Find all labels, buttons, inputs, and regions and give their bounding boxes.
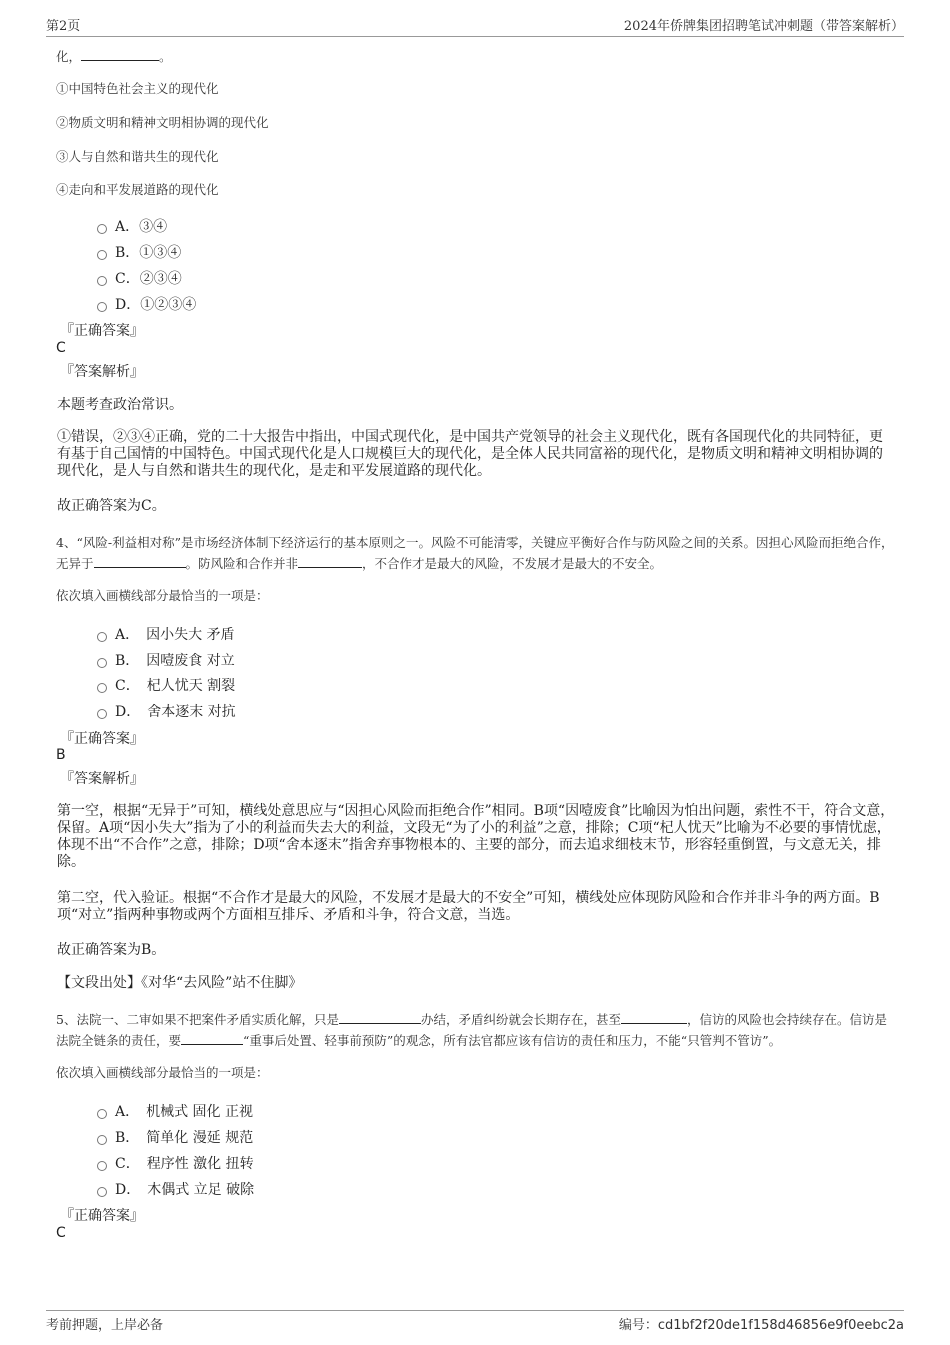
radio-icon[interactable]: [97, 1135, 107, 1145]
q4-analysis-label: 『答案解析』: [60, 771, 144, 787]
q3-analysis-paragraph: 本题考查政治常识。: [57, 397, 183, 413]
q3-option-d[interactable]: D．①②③④: [97, 294, 196, 314]
radio-icon[interactable]: [97, 658, 107, 668]
fill-blank: [181, 1032, 243, 1045]
q4-option-a[interactable]: A． 因小失大 矛盾: [97, 624, 235, 644]
q5-option-a[interactable]: A． 机械式 固化 正视: [97, 1101, 253, 1121]
radio-icon[interactable]: [97, 224, 107, 234]
q3-analysis-paragraph: ①错误，②③④正确，党的二十大报告中指出，中国式现代化，是中国共产党领导的社会主义现代化，既有各国现代化的共同特征，更有基于自己国情的中国特色。中国式现代化是人口规模巨大的现代化，是全体人民共同富裕的现代化，是物质文明和精神文明相协调的现代化，是人与自然和谐共生的现代化，是走和平发展道路的现代化。: [57, 429, 883, 479]
q4-stem: 4、“风险-利益相对称”是市场经济体制下经济运行的基本原则之一。风险不可能清零，关键应平衡好合作与防风险之间的关系。因担心风险而拒绝合作，无异于 。防风险和合作并非 ，不合作才是最大的风险，不发展才是最大的不安全。: [56, 535, 894, 571]
radio-icon[interactable]: [97, 1109, 107, 1119]
q4-answer: B: [56, 747, 66, 763]
radio-icon[interactable]: [97, 632, 107, 642]
radio-icon[interactable]: [97, 250, 107, 260]
q4-analysis-paragraph: 故正确答案为B。: [57, 942, 166, 958]
fill-blank: [298, 555, 362, 568]
q3-option-b[interactable]: B．①③④: [97, 242, 181, 262]
document-code: 编号：cd1bf2f20de1f158d46856e9f0eebc2a: [618, 1318, 904, 1333]
q3-answer-label: 『正确答案』: [60, 323, 144, 339]
q4-analysis-paragraph: 第二空，代入验证。根据“不合作才是最大的风险，不发展才是最大的不安全”可知，横线处应体现防风险和合作并非斗争的两方面。B项“对立”指两种事物或两个方面相互排斥、矛盾和斗争，符合文意，当选。: [57, 890, 880, 923]
q5-option-b[interactable]: B． 简单化 漫延 规范: [97, 1127, 253, 1147]
page-number: 第2页: [46, 19, 81, 34]
q4-answer-label: 『正确答案』: [60, 731, 144, 747]
q4-option-c[interactable]: C． 杞人忧天 割裂: [97, 675, 235, 695]
fill-blank: [621, 1011, 687, 1024]
q5-option-c[interactable]: C． 程序性 激化 扭转: [97, 1153, 254, 1173]
q3-answer: C: [56, 340, 66, 356]
radio-icon[interactable]: [97, 1187, 107, 1197]
q3-option-c[interactable]: C．②③④: [97, 268, 182, 288]
radio-icon[interactable]: [97, 709, 107, 719]
q4-option-d[interactable]: D． 舍本逐末 对抗: [97, 701, 236, 721]
q3-item: ③人与自然和谐共生的现代化: [56, 149, 219, 164]
q4-analysis-paragraph: 第一空，根据“无异于”可知，横线处意思应与“因担心风险而拒绝合作”相同。B项“因噎废食”比喻因为怕出问题，索性不干，符合文意，保留。A项“因小失大”指为了小的利益而失去大的利益，文段无“为了小的利益”之意，排除；C项“杞人忧天”比喻为不必要的事情忧虑，体现不出“不合作”之意，排除；D项“舍本逐末”指舍弃事物根本的、主要的部分，而去追求细枝末节，形容轻重倒置，与文意无关，排除。: [57, 803, 895, 870]
q4-prompt: 依次填入画横线部分最恰当的一项是：: [56, 588, 269, 603]
document-title: 2024年侨牌集团招聘笔试冲刺题（带答案解析）: [623, 19, 904, 34]
radio-icon[interactable]: [97, 276, 107, 286]
fill-blank: [94, 555, 186, 568]
q5-answer: C: [56, 1225, 66, 1241]
q5-answer-label: 『正确答案』: [60, 1208, 144, 1224]
q4-source: 【文段出处】《对华“去风险”站不住脚》: [57, 975, 303, 991]
page-header: [46, 14, 904, 37]
q3-item: ②物质文明和精神文明相协调的现代化: [56, 115, 269, 130]
footer-slogan: 考前押题，上岸必备: [46, 1318, 164, 1333]
q3-option-a[interactable]: A．③④: [97, 216, 167, 236]
q3-analysis-label: 『答案解析』: [60, 364, 144, 380]
q4-option-b[interactable]: B． 因噎废食 对立: [97, 650, 235, 670]
fill-blank: [339, 1011, 421, 1024]
radio-icon[interactable]: [97, 1161, 107, 1171]
q3-item: ④走向和平发展道路的现代化: [56, 182, 219, 197]
q3-item: ①中国特色社会主义的现代化: [56, 81, 219, 96]
q3-analysis-paragraph: 故正确答案为C。: [57, 498, 166, 514]
page-footer: [46, 1310, 904, 1333]
q5-prompt: 依次填入画横线部分最恰当的一项是：: [56, 1065, 269, 1080]
q3-stem-continuation: 化， 。: [56, 49, 172, 64]
q5-stem: 5、法院一、二审如果不把案件矛盾实质化解，只是 办结，矛盾纠纷就会长期存在，甚至 ，信访的风险也会持续存在。信访是法院全链条的责任，要 “重事后处置、轻事前预防”的观念，所有法官都应该有信访的责任和压力，不能“只管判不管访”。: [56, 1012, 887, 1048]
radio-icon[interactable]: [97, 683, 107, 693]
fill-blank: [81, 48, 159, 61]
radio-icon[interactable]: [97, 302, 107, 312]
q5-option-d[interactable]: D． 木偶式 立足 破除: [97, 1179, 254, 1199]
